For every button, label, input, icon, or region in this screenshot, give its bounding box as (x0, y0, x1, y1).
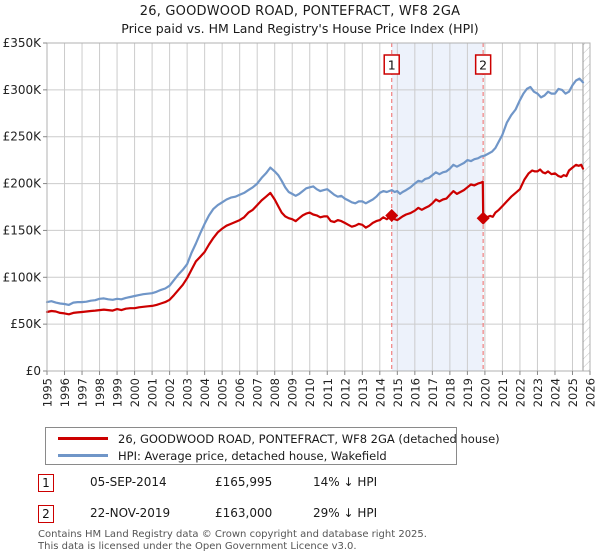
svg-text:1995: 1995 (40, 378, 55, 408)
sale-1-price: £165,995 (215, 475, 273, 489)
plot-border (47, 43, 590, 371)
sale-1-date: 05-SEP-2014 (90, 475, 167, 489)
svg-text:2026: 2026 (583, 378, 598, 408)
svg-text:2003: 2003 (180, 378, 195, 408)
gridlines (47, 43, 590, 371)
sale-1-hpi-diff: 14% ↓ HPI (313, 475, 378, 489)
svg-text:2019: 2019 (460, 378, 475, 408)
svg-text:2006: 2006 (233, 378, 248, 408)
svg-text:2013: 2013 (355, 378, 370, 408)
svg-text:£300K: £300K (2, 82, 41, 97)
svg-text:2001: 2001 (145, 378, 160, 408)
svg-text:2007: 2007 (250, 378, 265, 408)
svg-text:£350K: £350K (2, 36, 41, 50)
svg-text:1997: 1997 (75, 378, 90, 408)
license-footer (38, 529, 427, 552)
legend-item-property (58, 430, 500, 447)
svg-text:2004: 2004 (198, 378, 213, 408)
future-hatch-region (583, 43, 590, 371)
svg-text:2016: 2016 (408, 378, 423, 408)
svg-text:£250K: £250K (2, 129, 41, 144)
svg-text:2018: 2018 (443, 378, 458, 408)
svg-text:2009: 2009 (285, 378, 300, 408)
sale-annotation-row-1 (0, 474, 600, 494)
svg-text:2015: 2015 (390, 378, 405, 408)
sale-annotation-row-2 (0, 505, 600, 525)
svg-text:£100K: £100K (2, 270, 41, 285)
svg-text:2008: 2008 (268, 378, 283, 408)
svg-text:1996: 1996 (58, 378, 73, 408)
svg-text:2020: 2020 (478, 378, 493, 408)
svg-text:1998: 1998 (93, 378, 108, 408)
svg-text:2025: 2025 (565, 378, 580, 408)
axis-ticks (43, 43, 590, 375)
y-axis-labels (3, 36, 43, 378)
sale-2-date: 22-NOV-2019 (90, 506, 171, 520)
svg-text:£0: £0 (25, 364, 41, 378)
svg-text:2011: 2011 (320, 378, 335, 408)
svg-text:2023: 2023 (530, 378, 545, 408)
svg-text:2022: 2022 (513, 378, 528, 408)
sale-2-marker-box: 2 (38, 505, 54, 523)
sale-2-price: £163,000 (215, 506, 273, 520)
sale-flag-label-1: 1 (387, 57, 396, 73)
svg-text:2002: 2002 (163, 378, 178, 408)
hpi-line-swatch (58, 454, 108, 457)
svg-text:2024: 2024 (548, 378, 563, 408)
svg-text:1999: 1999 (110, 378, 125, 408)
legend-item-label: HPI: Average price, detached house, Wakefield (118, 448, 387, 463)
sale-flag-label-2: 2 (479, 57, 488, 73)
svg-text:2000: 2000 (128, 378, 143, 408)
footer-line-1: Contains HM Land Registry data © Crown copyright and database right 2025. (38, 529, 427, 540)
x-axis-labels (41, 378, 598, 407)
svg-text:2021: 2021 (495, 378, 510, 408)
page-subtitle: Price paid vs. HM Land Registry's House Price Index (HPI) (121, 21, 479, 36)
svg-text:2005: 2005 (215, 378, 230, 408)
property-line-swatch (58, 437, 108, 440)
page-title: 26, GOODWOOD ROAD, PONTEFRACT, WF8 2GA (139, 4, 461, 19)
sale-1-marker-box: 1 (38, 474, 54, 492)
svg-text:2010: 2010 (303, 378, 318, 408)
svg-text:2014: 2014 (373, 378, 388, 408)
svg-text:2012: 2012 (338, 378, 353, 408)
between-sales-shading (392, 43, 483, 371)
chart-legend (45, 427, 500, 465)
svg-text:£150K: £150K (2, 223, 41, 238)
svg-text:2017: 2017 (425, 378, 440, 408)
legend-item-label: 26, GOODWOOD ROAD, PONTEFRACT, WF8 2GA (detached house) (118, 431, 500, 446)
legend-item-hpi (58, 447, 456, 464)
sale-2-hpi-diff: 29% ↓ HPI (313, 506, 378, 520)
svg-text:£200K: £200K (2, 176, 41, 191)
svg-text:£50K: £50K (10, 317, 41, 332)
footer-line-2: This data is licensed under the Open Government Licence v3.0. (38, 540, 357, 552)
